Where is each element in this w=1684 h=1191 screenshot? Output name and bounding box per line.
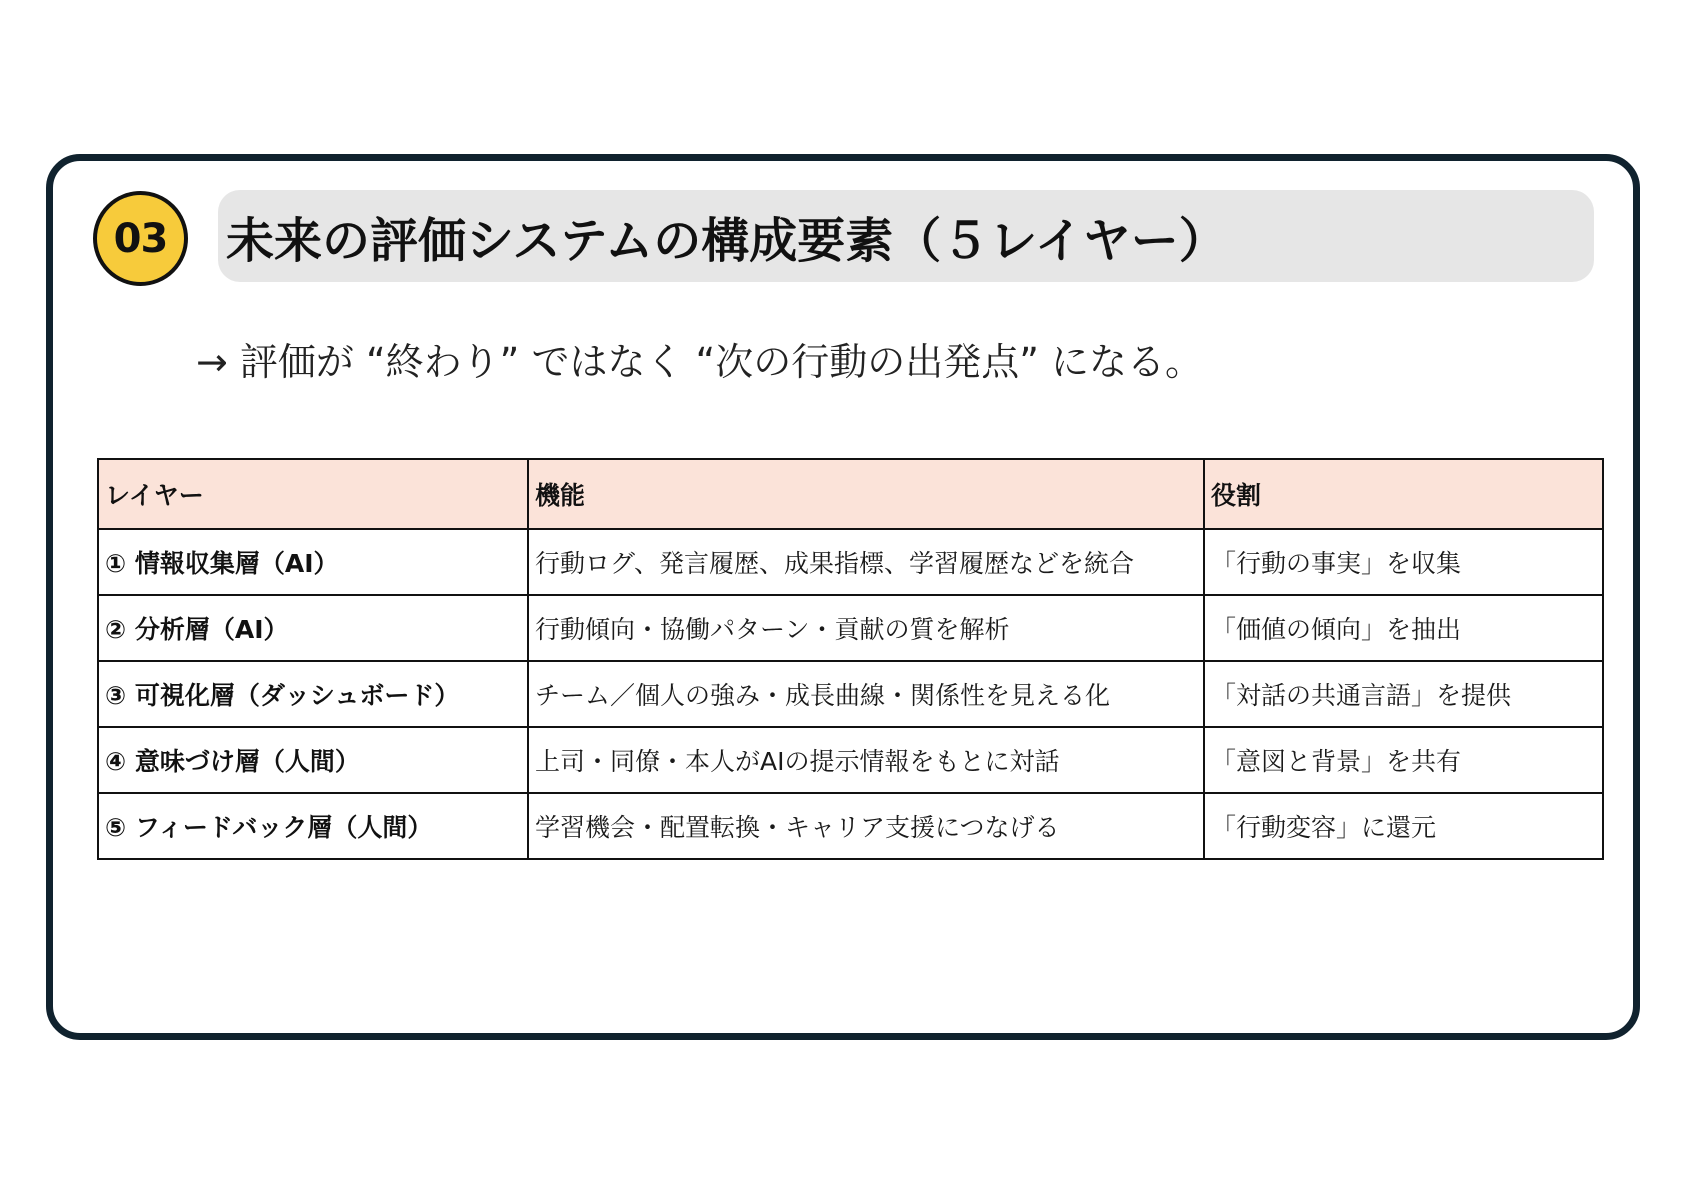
table-row [98, 727, 1603, 793]
section-title-bar [218, 190, 1594, 282]
section-subtitle: → 評価が “終わり” ではなく “次の行動の出発点” になる。 [196, 340, 1203, 384]
role-cell: 「意図と背景」を共有 [1204, 727, 1603, 793]
layer-cell: ② 分析層（AI） [98, 595, 528, 661]
header-function: 機能 [528, 459, 1204, 529]
function-cell: チーム／個人の強み・成長曲線・関係性を見える化 [528, 661, 1204, 727]
function-cell: 学習機会・配置転換・キャリア支援につなげる [528, 793, 1204, 859]
layer-cell: ① 情報収集層（AI） [98, 529, 528, 595]
section-number-badge: 03 [93, 191, 188, 286]
header-layer: レイヤー [98, 459, 528, 529]
layer-cell: ⑤ フィードバック層（人間） [98, 793, 528, 859]
table-row [98, 661, 1603, 727]
header-role: 役割 [1204, 459, 1603, 529]
layer-cell: ③ 可視化層（ダッシュボード） [98, 661, 528, 727]
role-cell: 「価値の傾向」を抽出 [1204, 595, 1603, 661]
role-cell: 「行動の事実」を収集 [1204, 529, 1603, 595]
layers-table [97, 458, 1604, 860]
table-row [98, 793, 1603, 859]
role-cell: 「対話の共通言語」を提供 [1204, 661, 1603, 727]
table-row [98, 529, 1603, 595]
layer-cell: ④ 意味づけ層（人間） [98, 727, 528, 793]
table-header-row [98, 459, 1603, 529]
function-cell: 行動ログ、発言履歴、成果指標、学習履歴などを統合 [528, 529, 1204, 595]
function-cell: 行動傾向・協働パターン・貢献の質を解析 [528, 595, 1204, 661]
table-row [98, 595, 1603, 661]
section-title: 未来の評価システムの構成要素（５レイヤー） [226, 212, 1227, 269]
function-cell: 上司・同僚・本人がAIの提示情報をもとに対話 [528, 727, 1204, 793]
role-cell: 「行動変容」に還元 [1204, 793, 1603, 859]
